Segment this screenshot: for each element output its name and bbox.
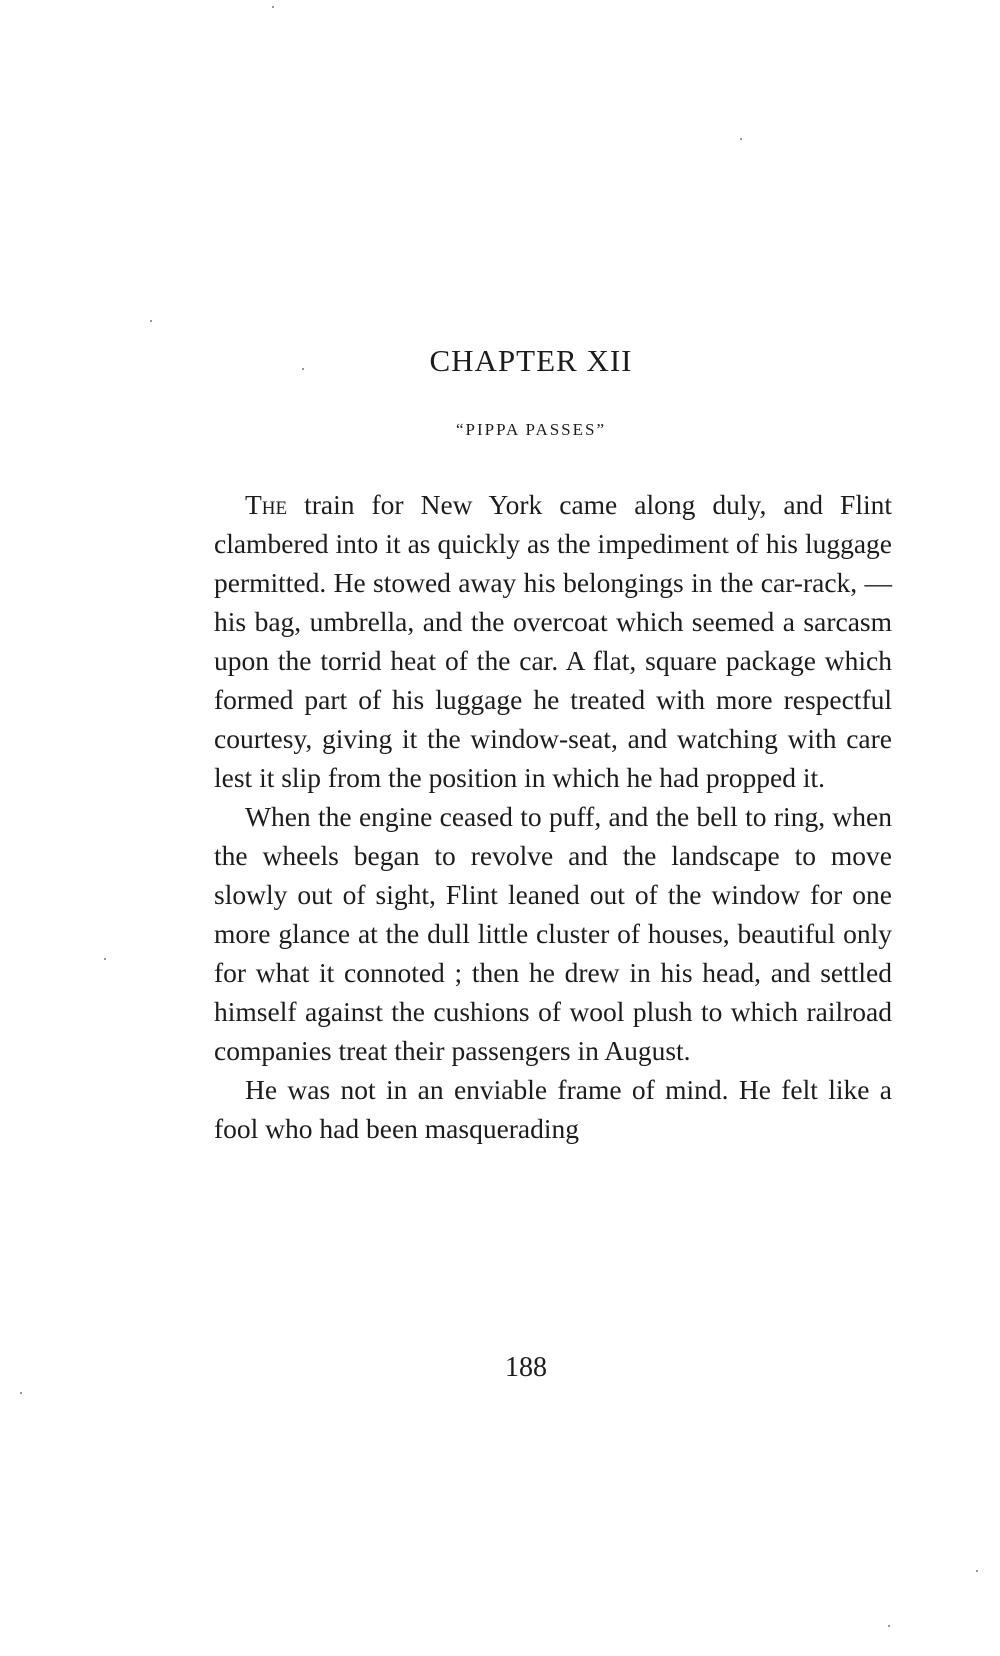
scan-speck <box>888 1625 890 1627</box>
scan-speck <box>272 6 274 8</box>
scan-speck <box>20 1392 22 1394</box>
paragraph-text: train for New York came along duly, and Flint clambered into it as quickly as the impediment of his luggage permitted. He stowed away his belongings in the car-rack, — his bag, umbrella, and the overcoat which seemed a sarcasm upon the torrid heat of the car. A flat, square package which formed part of his luggage he treated with more respectful courtesy, giving it the window-seat, and watching with care lest it slip from the position in which he had propped it. <box>214 489 892 793</box>
chapter-subtitle: “PIPPA PASSES” <box>455 420 607 439</box>
paragraph-text: When the engine ceased to puff, and the bell to ring, when the wheels began to revolve and the landscape to move slowly out of sight, Flint leaned out of the window for one more glance at the dull little cluster of houses, beautiful only for what it connoted ; then he drew in his head, and settled himself against the cushions of wool plush to which railroad companies treat their passengers in August. <box>214 801 892 1066</box>
paragraph-lead-word: The <box>245 489 288 520</box>
scan-speck <box>302 368 304 370</box>
scan-speck <box>150 320 152 322</box>
page-number: 188 <box>505 1352 547 1383</box>
paragraph-1 <box>214 485 892 797</box>
paragraph-text: He was not in an enviable frame of mind. He felt like a fool who had been masquerading <box>214 1074 892 1144</box>
paragraph-3 <box>214 1070 892 1148</box>
scan-speck <box>740 138 742 140</box>
paragraph-2 <box>214 797 892 1070</box>
scan-speck <box>104 958 106 960</box>
body-text <box>214 485 892 1148</box>
chapter-heading: CHAPTER XII <box>429 343 633 378</box>
scan-speck <box>976 1570 978 1572</box>
